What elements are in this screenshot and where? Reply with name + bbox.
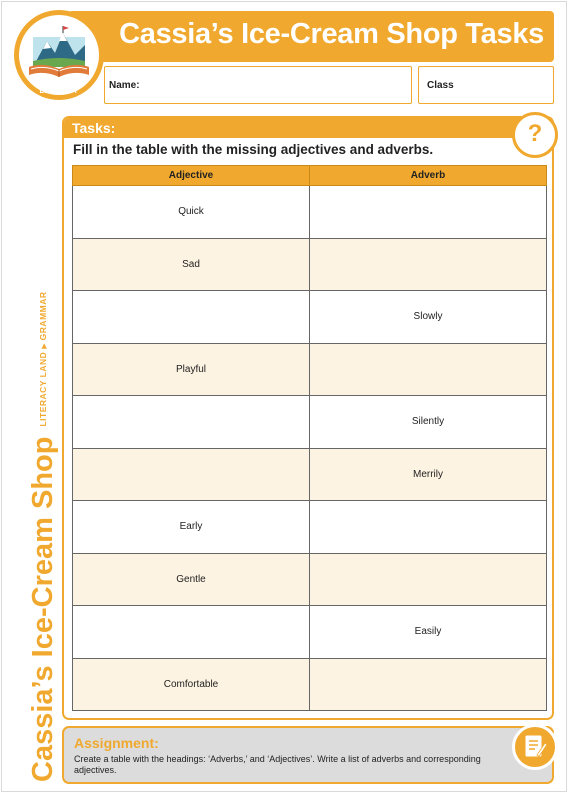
adjective-cell[interactable]: Early — [73, 501, 310, 554]
adjective-cell[interactable] — [73, 396, 310, 449]
name-label: Name: — [109, 80, 140, 91]
adjective-cell[interactable]: Comfortable — [73, 658, 310, 711]
column-header-adjective: Adjective — [73, 166, 310, 186]
side-breadcrumb-grammar: GRAMMAR — [38, 291, 48, 341]
adjective-adverb-table — [72, 165, 547, 711]
adverb-cell[interactable]: Slowly — [310, 291, 547, 344]
class-field[interactable] — [418, 66, 554, 104]
adjective-cell[interactable]: Quick — [73, 186, 310, 239]
table-row — [73, 238, 547, 291]
adjective-cell[interactable] — [73, 448, 310, 501]
table-row — [73, 553, 547, 606]
assignment-text: Create a table with the headings: ‘Adverbs,’ and ‘Adjectives’. Write a list of adverbs and corresponding adjectives. — [74, 754, 481, 775]
column-header-adverb: Adverb — [310, 166, 547, 186]
assignment-badge — [512, 724, 558, 770]
book-mountain-icon — [19, 15, 99, 95]
logo-text: LITERACY — [39, 88, 79, 95]
table-row — [73, 448, 547, 501]
table-row — [73, 291, 547, 344]
title-bar — [68, 11, 554, 62]
adjective-cell[interactable]: Playful — [73, 343, 310, 396]
side-title: Cassia’s Ice-Cream Shop — [27, 436, 59, 782]
adverb-cell[interactable] — [310, 343, 547, 396]
page-title: Cassia’s Ice-Cream Shop Tasks — [119, 18, 544, 50]
table-row — [73, 396, 547, 449]
logo-inner — [19, 15, 99, 95]
class-label: Class — [427, 80, 454, 91]
task-instructions: Fill in the table with the missing adjectives and adverbs. — [73, 142, 434, 157]
adjective-cell[interactable] — [73, 606, 310, 659]
literacy-logo — [14, 10, 104, 100]
adverb-cell[interactable] — [310, 501, 547, 554]
tasks-header — [64, 118, 552, 138]
adverb-cell[interactable] — [310, 553, 547, 606]
adverb-cell[interactable] — [310, 658, 547, 711]
table-header-row — [73, 166, 547, 186]
table-row — [73, 606, 547, 659]
table-row — [73, 658, 547, 711]
table-row — [73, 501, 547, 554]
notepad-pencil-icon — [515, 727, 555, 767]
adjective-cell[interactable] — [73, 291, 310, 344]
help-badge — [512, 112, 558, 158]
adjective-cell[interactable]: Sad — [73, 238, 310, 291]
table-row — [73, 343, 547, 396]
adverb-cell[interactable]: Easily — [310, 606, 547, 659]
adverb-cell[interactable] — [310, 238, 547, 291]
assignment-title: Assignment: — [74, 735, 159, 751]
name-field[interactable] — [104, 66, 412, 104]
adverb-cell[interactable]: Merrily — [310, 448, 547, 501]
tasks-label: Tasks: — [72, 120, 116, 136]
table-row — [73, 186, 547, 239]
side-banner — [27, 291, 60, 782]
question-mark-icon: ? — [527, 120, 543, 147]
adverb-cell[interactable] — [310, 186, 547, 239]
adjective-cell[interactable]: Gentle — [73, 553, 310, 606]
side-breadcrumb-literacy-land: LITERACY LAND — [38, 351, 48, 427]
adverb-cell[interactable]: Silently — [310, 396, 547, 449]
assignment-panel — [62, 726, 554, 784]
breadcrumb-arrow-icon: ▶ — [41, 343, 48, 349]
